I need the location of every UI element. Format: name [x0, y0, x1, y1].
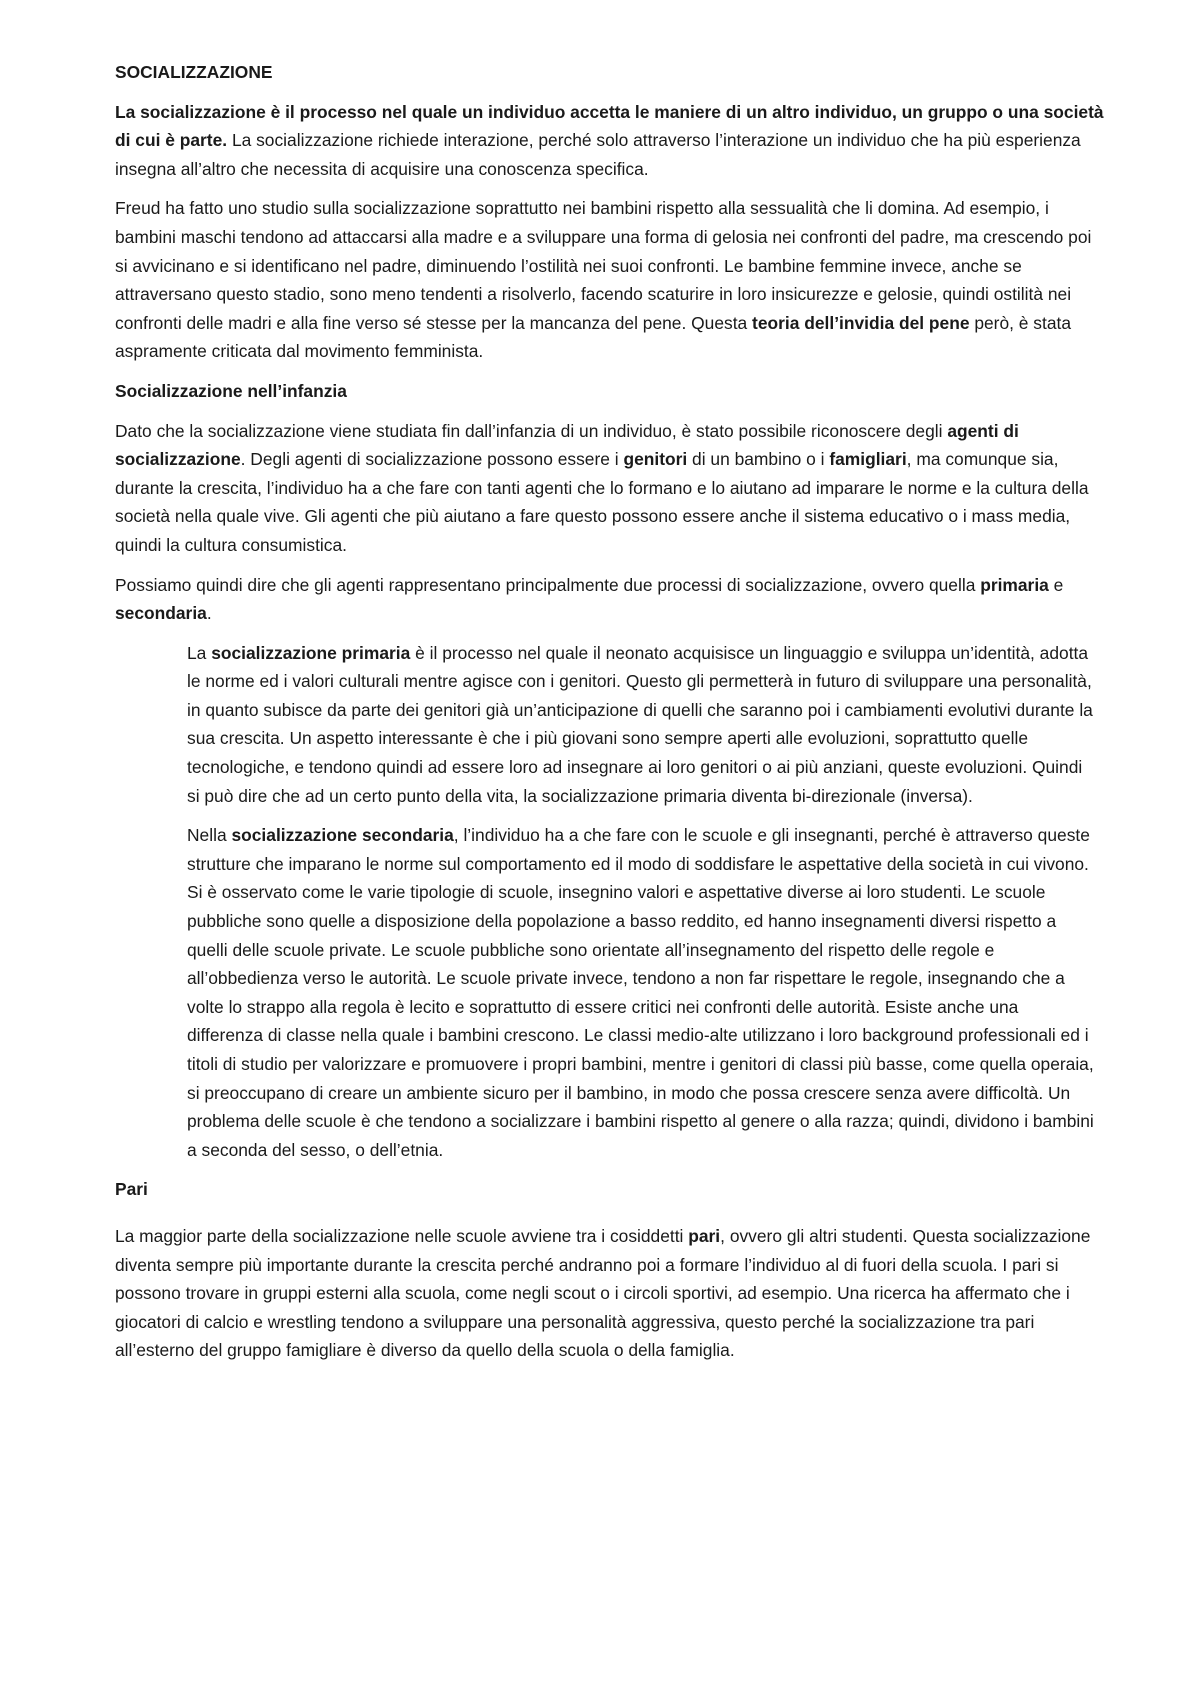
- paragraph-secondaria: [187, 821, 1097, 1164]
- paragraph-processi: [115, 571, 1105, 628]
- bold-text-run: socializzazione primaria: [211, 642, 411, 663]
- text-run: Nella: [187, 825, 232, 846]
- text-run: , ovvero gli altri studenti. Questa socializzazione diventa sempre più importante durante la crescita perché andranno poi a formare l’individuo al di fuori della scuola. I pari si possono trovare in gruppi esterni alla scuola, come negli scout o i circoli sportivi, ad esempio. Una ricerca ha affermato che i giocatori di calcio e wrestling tendono a sviluppare una personalità aggressiva, questo perché la socializzazione tra pari all’esterno del gruppo famigliare è diverso da quello della scuola o della famiglia.: [115, 1225, 1091, 1361]
- bold-text-run: agenti di socializzazione: [115, 420, 1019, 470]
- paragraph-primaria: [187, 639, 1097, 811]
- bold-text-run: pari: [688, 1225, 721, 1246]
- bold-text-run: genitori: [623, 449, 688, 470]
- document-page: [115, 58, 1105, 1376]
- bold-text-run: teoria dell’invidia del pene: [752, 312, 970, 333]
- text-run: Freud ha fatto uno studio sulla socializzazione soprattutto nei bambini rispetto alla sessualità che li domina. Ad esempio, i bambini maschi tendono ad attaccarsi alla madre e a sviluppare una forma di gelosia nei confronti del padre, ma crescendo poi si avvicinano e si identificano nel padre, diminuendo l’ostilità nei suoi confronti. Le bambine femmine invece, anche se attraversano questo stadio, sono meno tendenti a risolverlo, facendo scaturire in loro insicurezze e gelosie, quindi ostilità nei confronti delle madri e alla fine verso sé stesse per la mancanza del pene. Questa: [115, 198, 1092, 333]
- text-run: è il processo nel quale il neonato acquisisce un linguaggio e sviluppa un’identità, adotta le norme ed i valori culturali mentre agisce con i genitori. Questo gli permetterà in futuro di sviluppare una personalità, in quanto subisce da parte dei genitori già un’anticipazione di quelli che saranno poi i cambiamenti evolutivi durante la sua crescita. Un aspetto interessante è che i più giovani sono sempre aperti alle evoluzioni, soprattutto quelle tecnologiche, e tendono quindi ad essere loro ad insegnare ai loro genitori o ai più anziani, queste evoluzioni. Quindi si può dire che ad un certo punto della vita, la socializzazione primaria diventa bi-direzionale (inversa).: [187, 642, 1093, 806]
- text-run: , l’individuo ha a che fare con le scuole e gli insegnanti, perché è attraverso queste strutture che imparano le norme sul comportamento ed il modo di soddisfare le aspettative della società in cui vivono. Si è osservato come le varie tipologie di scuole, insegnino valori e aspettative diverse ai loro studenti. Le scuole pubbliche sono quelle a disposizione della popolazione a basso reddito, ed hanno insegnamenti diversi rispetto a quelli delle scuole private. Le scuole pubbliche sono orientate all’insegnamento del rispetto delle regole e all’obbedienza verso le autorità. Le scuole private invece, tendono a non far rispettare le regole, insegnando che a volte lo strappo alla regola è lecito e soprattutto di essere critici nei confronti delle autorità. Esiste anche una differenza di classe nella quale i bambini crescono. Le classi medio-alte utilizzano i loro background professionali ed i titoli di studio per valorizzare e promuovere i propri bambini, mentre i genitori di classi più basse, come quella operaia, si preoccupano di creare un ambiente sicuro per il bambino, in modo che possa crescere senza avere difficoltà. Un problema delle scuole è che tendono a socializzare i bambini rispetto al genere o alla razza; quindi, dividono i bambini a seconda del sesso, o dell’etnia.: [187, 825, 1094, 1160]
- bold-text-run: socializzazione secondaria: [231, 825, 454, 846]
- paragraph-intro: [115, 98, 1105, 184]
- text-run: però, è stata aspramente criticata dal movimento femminista.: [115, 312, 1072, 362]
- text-run: La socializzazione richiede interazione, perché solo attraverso l’interazione un individuo che ha più esperienza insegna all’altro che necessita di acquisire una conoscenza specifica.: [115, 130, 1081, 179]
- bold-text-run: La socializzazione è il processo nel quale un individuo accetta le maniere di un altro individuo, un gruppo o una società di cui è parte.: [115, 101, 1104, 151]
- text-run: .: [206, 603, 212, 624]
- text-run: di un bambino o i: [687, 449, 830, 470]
- text-run: . Degli agenti di socializzazione possono essere i: [240, 449, 624, 470]
- bold-text-run: famigliari: [829, 449, 907, 470]
- document-title: SOCIALIZZAZIONE: [115, 62, 273, 82]
- text-run: , ma comunque sia, durante la crescita, l’individuo ha a che fare con tanti agenti che lo formano e lo aiutano ad imparare le norme e la cultura della società nella quale vive. Gli agenti che più aiutano a fare questo possono essere anche il sistema educativo o i mass media, quindi la cultura consumistica.: [115, 449, 1089, 555]
- bold-text-run: primaria: [980, 574, 1049, 595]
- text-run: La: [187, 642, 212, 663]
- paragraph-infanzia: [115, 417, 1105, 560]
- text-run: Dato che la socializzazione viene studiata fin dall’infanzia di un individuo, è stato possibile riconoscere degli: [115, 420, 948, 441]
- paragraph-pari: [115, 1222, 1105, 1365]
- section-heading-infanzia: Socializzazione nell’infanzia: [115, 380, 347, 401]
- section-heading-pari: Pari: [115, 1179, 148, 1200]
- paragraph-freud: [115, 194, 1105, 366]
- text-run: La maggior parte della socializzazione nelle scuole avviene tra i cosiddetti: [115, 1225, 689, 1246]
- text-run: Possiamo quindi dire che gli agenti rappresentano principalmente due processi di socializzazione, ovvero quella: [115, 574, 981, 595]
- text-run: e: [1048, 574, 1064, 595]
- bold-text-run: secondaria: [115, 603, 207, 624]
